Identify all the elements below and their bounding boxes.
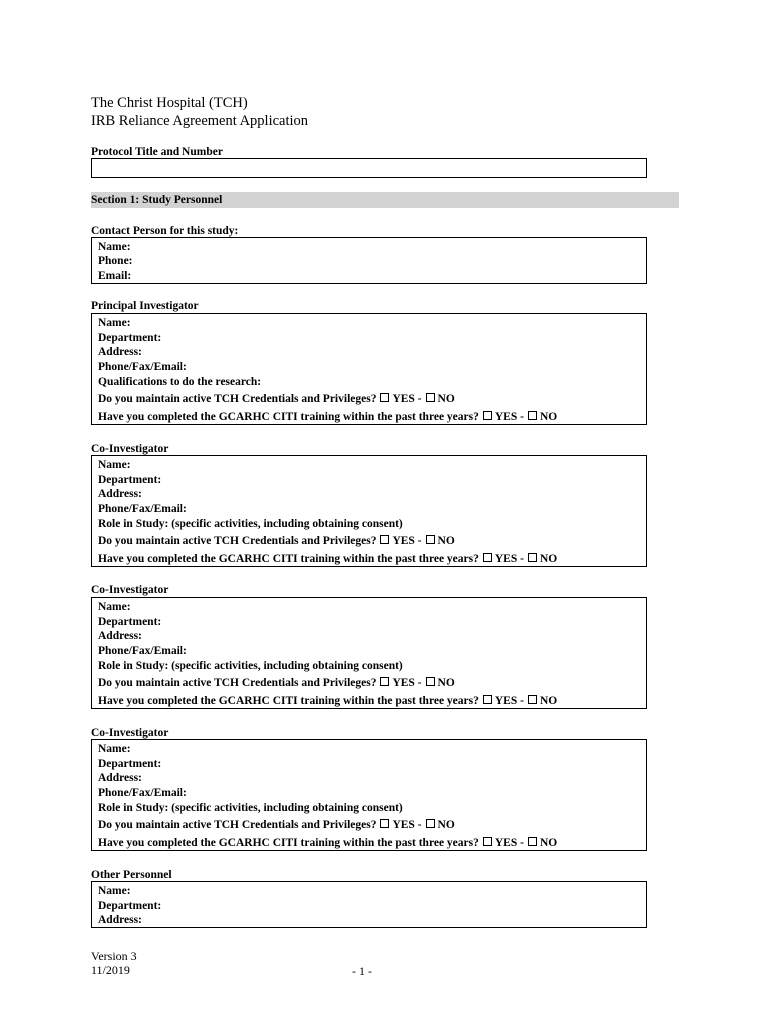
yes-label: YES <box>494 411 518 423</box>
separator: - <box>520 411 524 423</box>
yes-checkbox[interactable] <box>380 677 389 686</box>
form-title: IRB Reliance Agreement Application <box>91 113 309 129</box>
pi-name-label: Name: <box>98 317 131 329</box>
no-checkbox[interactable] <box>528 837 537 846</box>
coi-department-label: Department: <box>98 758 162 770</box>
version-text: Version 3 <box>91 949 137 963</box>
yes-label: YES <box>392 393 415 405</box>
no-checkbox[interactable] <box>528 553 537 562</box>
contact-label: Contact Person for this study: <box>91 225 239 237</box>
contact-box[interactable] <box>91 237 647 284</box>
no-checkbox[interactable] <box>426 393 435 402</box>
coi-department-label: Department: <box>98 474 162 486</box>
question-text: Do you maintain active TCH Credentials and Privileges? <box>98 677 377 689</box>
separator: - <box>417 535 422 547</box>
no-label: NO <box>437 677 455 689</box>
yes-label: YES <box>392 819 415 831</box>
coi-credentials-question <box>98 676 455 690</box>
no-checkbox[interactable] <box>426 677 435 686</box>
no-label: NO <box>437 393 455 405</box>
no-label: NO <box>539 695 558 707</box>
other-personnel-box[interactable] <box>91 881 647 928</box>
coi-phone-label: Phone/Fax/Email: <box>98 503 187 515</box>
separator: - <box>520 837 524 849</box>
no-checkbox[interactable] <box>426 819 435 828</box>
yes-checkbox[interactable] <box>380 535 389 544</box>
yes-checkbox[interactable] <box>483 411 492 420</box>
yes-checkbox[interactable] <box>483 695 492 704</box>
separator: - <box>417 393 422 405</box>
coi-box[interactable] <box>91 597 647 709</box>
no-label: NO <box>437 535 455 547</box>
separator: - <box>520 695 524 707</box>
other-department-label: Department: <box>98 900 162 912</box>
pi-qualifications-label: Qualifications to do the research: <box>98 376 262 388</box>
question-text: Have you completed the GCARHC CITI training within the past three years? <box>98 553 479 565</box>
hospital-title: The Christ Hospital (TCH) <box>91 95 248 111</box>
coi-phone-label: Phone/Fax/Email: <box>98 645 187 657</box>
yes-checkbox[interactable] <box>483 837 492 846</box>
other-name-label: Name: <box>98 885 131 897</box>
coi-name-label: Name: <box>98 601 131 613</box>
yes-label: YES <box>392 535 415 547</box>
no-label: NO <box>437 819 455 831</box>
pi-citi-question <box>98 410 557 424</box>
no-checkbox[interactable] <box>528 411 537 420</box>
version-date: 11/2019 <box>91 963 130 977</box>
other-address-label: Address: <box>98 914 142 926</box>
pi-department-label: Department: <box>98 332 162 344</box>
question-text: Do you maintain active TCH Credentials and Privileges? <box>98 535 377 547</box>
yes-checkbox[interactable] <box>380 393 389 402</box>
coi-citi-question <box>98 552 557 566</box>
coi-address-label: Address: <box>98 772 142 784</box>
coi-name-label: Name: <box>98 743 131 755</box>
yes-label: YES <box>494 553 518 565</box>
other-personnel-label: Other Personnel <box>91 869 172 881</box>
coi-citi-question <box>98 836 557 850</box>
coi-credentials-question <box>98 818 455 832</box>
coi-department-label: Department: <box>98 616 162 628</box>
yes-checkbox[interactable] <box>483 553 492 562</box>
coi-box[interactable] <box>91 739 647 851</box>
yes-checkbox[interactable] <box>380 819 389 828</box>
separator: - <box>520 553 524 565</box>
pi-box[interactable] <box>91 313 647 425</box>
coi-role-label: Role in Study: (specific activities, including obtaining consent) <box>98 802 403 814</box>
yes-label: YES <box>494 837 518 849</box>
yes-label: YES <box>494 695 518 707</box>
coi-label: Co-Investigator <box>91 584 169 596</box>
coi-label: Co-Investigator <box>91 443 169 455</box>
question-text: Have you completed the GCARHC CITI training within the past three years? <box>98 411 479 423</box>
coi-label: Co-Investigator <box>91 727 169 739</box>
coi-role-label: Role in Study: (specific activities, including obtaining consent) <box>98 518 403 530</box>
coi-role-label: Role in Study: (specific activities, including obtaining consent) <box>98 660 403 672</box>
pi-credentials-question <box>98 392 455 406</box>
yes-label: YES <box>392 677 415 689</box>
coi-address-label: Address: <box>98 630 142 642</box>
question-text: Do you maintain active TCH Credentials and Privileges? <box>98 819 377 831</box>
page-number: - 1 - <box>352 964 372 978</box>
no-checkbox[interactable] <box>528 695 537 704</box>
protocol-field[interactable] <box>91 158 647 178</box>
separator: - <box>417 819 422 831</box>
question-text: Have you completed the GCARHC CITI training within the past three years? <box>98 695 479 707</box>
no-label: NO <box>539 837 558 849</box>
section-header: Section 1: Study Personnel <box>91 192 679 208</box>
question-text: Do you maintain active TCH Credentials and Privileges? <box>98 393 377 405</box>
no-checkbox[interactable] <box>426 535 435 544</box>
no-label: NO <box>539 553 558 565</box>
coi-citi-question <box>98 694 557 708</box>
pi-label: Principal Investigator <box>91 300 199 312</box>
coi-box[interactable] <box>91 455 647 567</box>
no-label: NO <box>539 411 558 423</box>
coi-phone-label: Phone/Fax/Email: <box>98 787 187 799</box>
coi-credentials-question <box>98 534 455 548</box>
coi-address-label: Address: <box>98 488 142 500</box>
separator: - <box>417 677 422 689</box>
pi-phone-label: Phone/Fax/Email: <box>98 361 187 373</box>
contact-name-label: Name: <box>98 241 131 253</box>
coi-name-label: Name: <box>98 459 131 471</box>
protocol-label: Protocol Title and Number <box>91 146 223 158</box>
question-text: Have you completed the GCARHC CITI training within the past three years? <box>98 837 479 849</box>
contact-email-label: Email: <box>98 270 132 282</box>
contact-phone-label: Phone: <box>98 255 133 267</box>
pi-address-label: Address: <box>98 346 142 358</box>
